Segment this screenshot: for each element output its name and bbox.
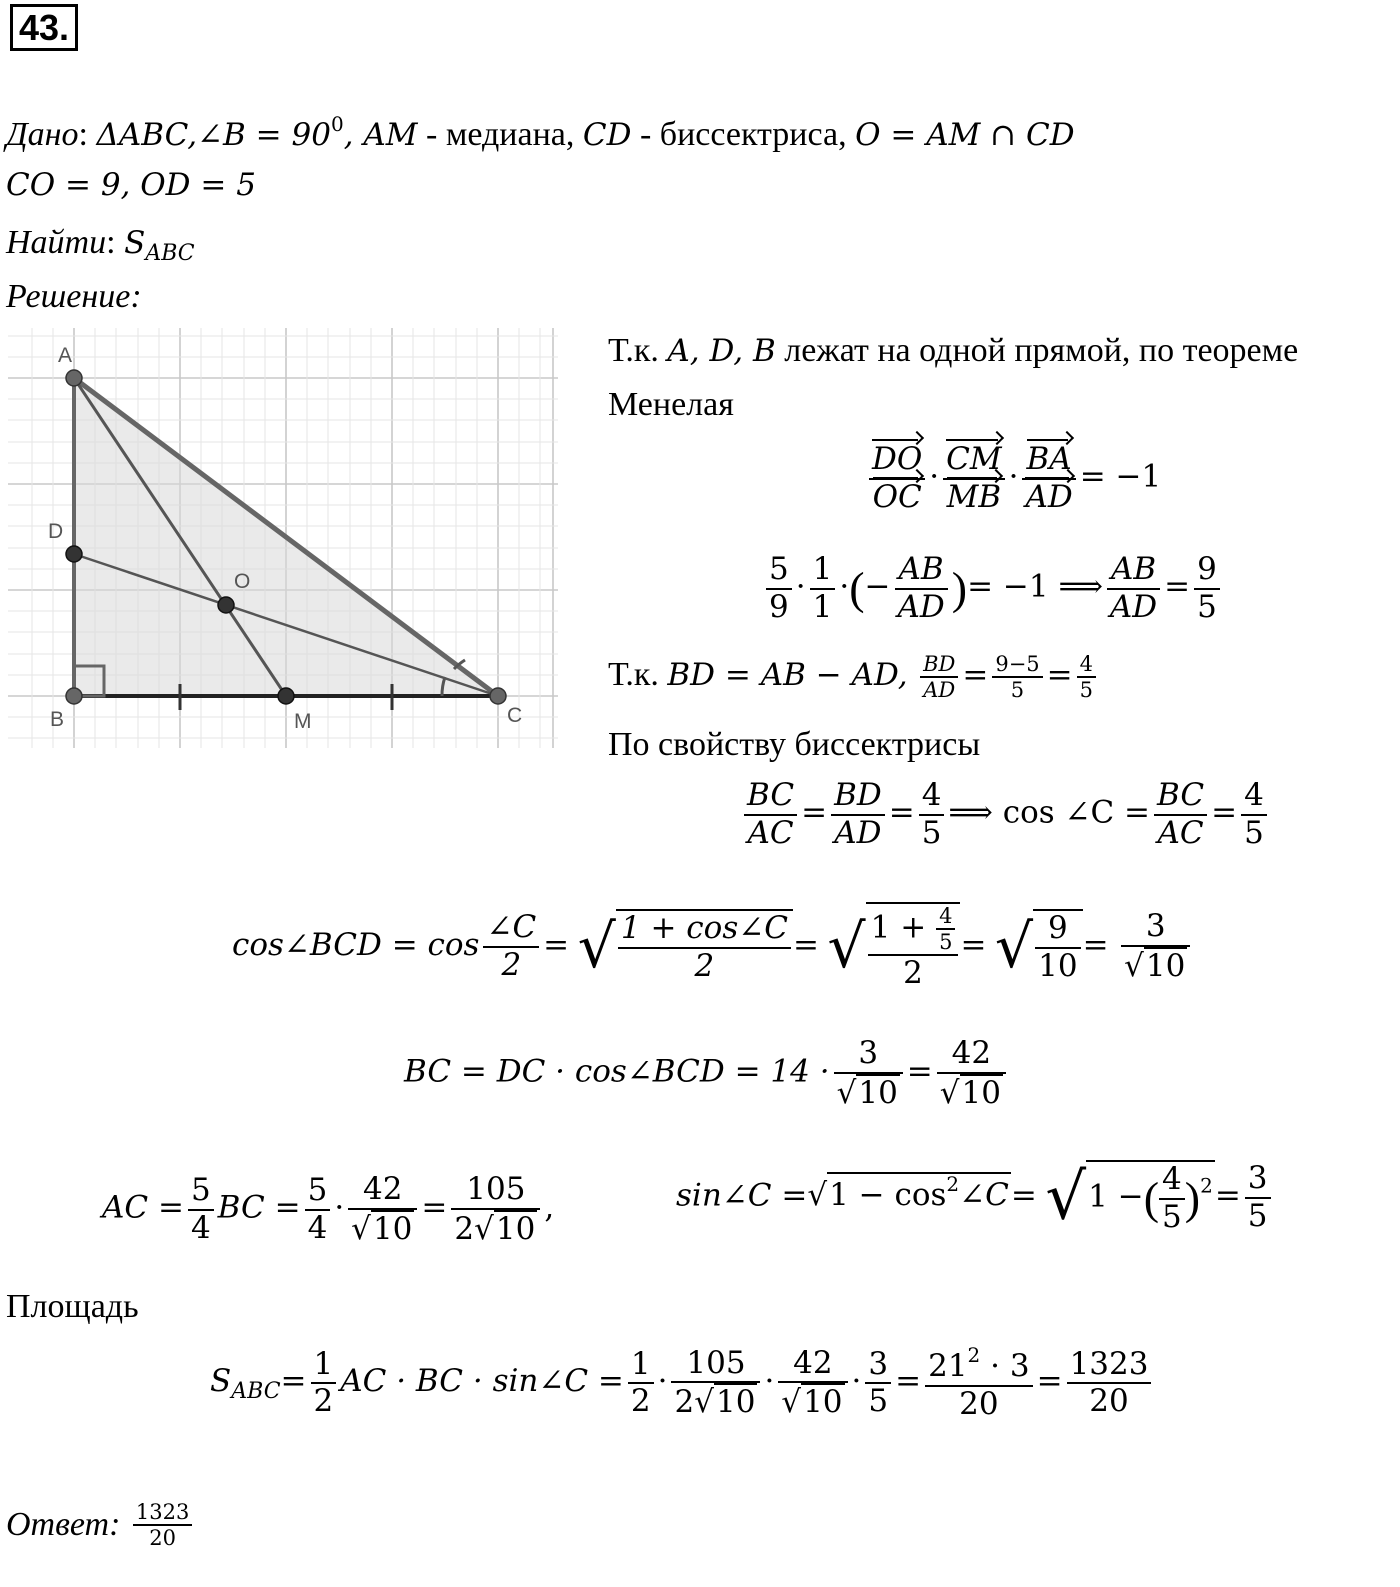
label-m: M [294,710,312,733]
area-equation: $S_{ABC}=$ $\frac{1}{2}$ AC · BC · sin∠C = $\frac{1}{2}$ · $\frac{105}{2√10}$ · $\frac{42}{√10}$ · $\frac{3}{5}$ = $\frac{21^2 \cdot 3}{20}$ = $\frac{1323}{20}$ [210,1344,1155,1422]
given-label: Дано [6,116,79,153]
label-b: B [50,708,65,731]
point-c [490,688,506,704]
area-label: Площадь [6,1288,139,1325]
label-d: D [48,520,64,543]
bisector-equation: $\frac{BC}{AC}$ = $\frac{BD}{AD}$ = $\frac{4}{5}$ ⟹ cos ∠C = $\frac{BC}{AC}$ = $\frac{4}{5}$ [740,778,1271,851]
answer-value: $\frac{1323}{20}$ [133,1500,192,1550]
label-o: O [234,570,251,593]
menelaus-intro: Т.к. A, D, B лежат на одной прямой, по теореме [608,332,1299,369]
given-line-1: Дано: ΔABC,∠B = $90^0$, AM - медиана, CD - биссектриса, O = AM ∩ CD [6,112,1075,153]
cos-bcd-equation: cos∠BCD = cos $\frac{\angle C}{2}$ = √ $\frac{1 + \cos\angle C}{2}$ = √ 1 + $\frac{4}{5}$ 2 = √ $\frac{9}{10}$ = $\frac{3}{√10}$ [232,902,1194,992]
answer-label: Ответ: [6,1506,121,1544]
bc-equation: BC = DC · cos∠BCD = 14 · $\frac{3}{√10}$ = $\frac{42}{√10}$ [404,1036,1010,1111]
sin-equation: sin∠C $=√1 - \cos^2\angle C= √1$ −( $\frac{4}{5}$ )$^2$= $\frac{3}{5}$ [676,1160,1275,1235]
triangle-figure [8,328,558,748]
problem-number: 43. [10,4,78,51]
menelaus-equation: $\frac{DO}{OC}$ · $\frac{CM}{MB}$ · $\frac{BA}{AD}$ = −1 [865,442,1161,515]
label-a: A [58,344,73,367]
label-c: C [507,704,523,727]
ac-equation: AC = $\frac{5}{4}$ BC = $\frac{5}{4}$ · $\frac{42}{√10}$ = $\frac{105}{2√10}$ , [102,1171,555,1247]
answer-line [6,1500,196,1550]
menelaus-substitution: $\frac{5}{9}$ · $\frac{1}{1}$ ·(− $\frac{AB}{AD}$ )= −1 ⟹ $\frac{AB}{AD}$ = $\frac{9}{5}$ [762,552,1224,625]
point-a [66,370,82,386]
menelaus-name: Менелая [608,386,734,423]
solution-label: Решение: [6,278,142,315]
given-line-2: CO = 9, OD = 5 [6,167,256,203]
point-b [66,688,82,704]
point-m [278,688,294,704]
find-line: Найти: $S_{ABC}$ [6,224,195,266]
bisector-property-label: По свойству биссектрисы [608,726,981,763]
point-o [218,597,234,613]
bd-line: Т.к. BD = AB − AD, $\frac{BD}{AD}$ = $\frac{9-5}{5}$ = $\frac{4}{5}$ [608,652,1100,702]
point-d [66,546,82,562]
